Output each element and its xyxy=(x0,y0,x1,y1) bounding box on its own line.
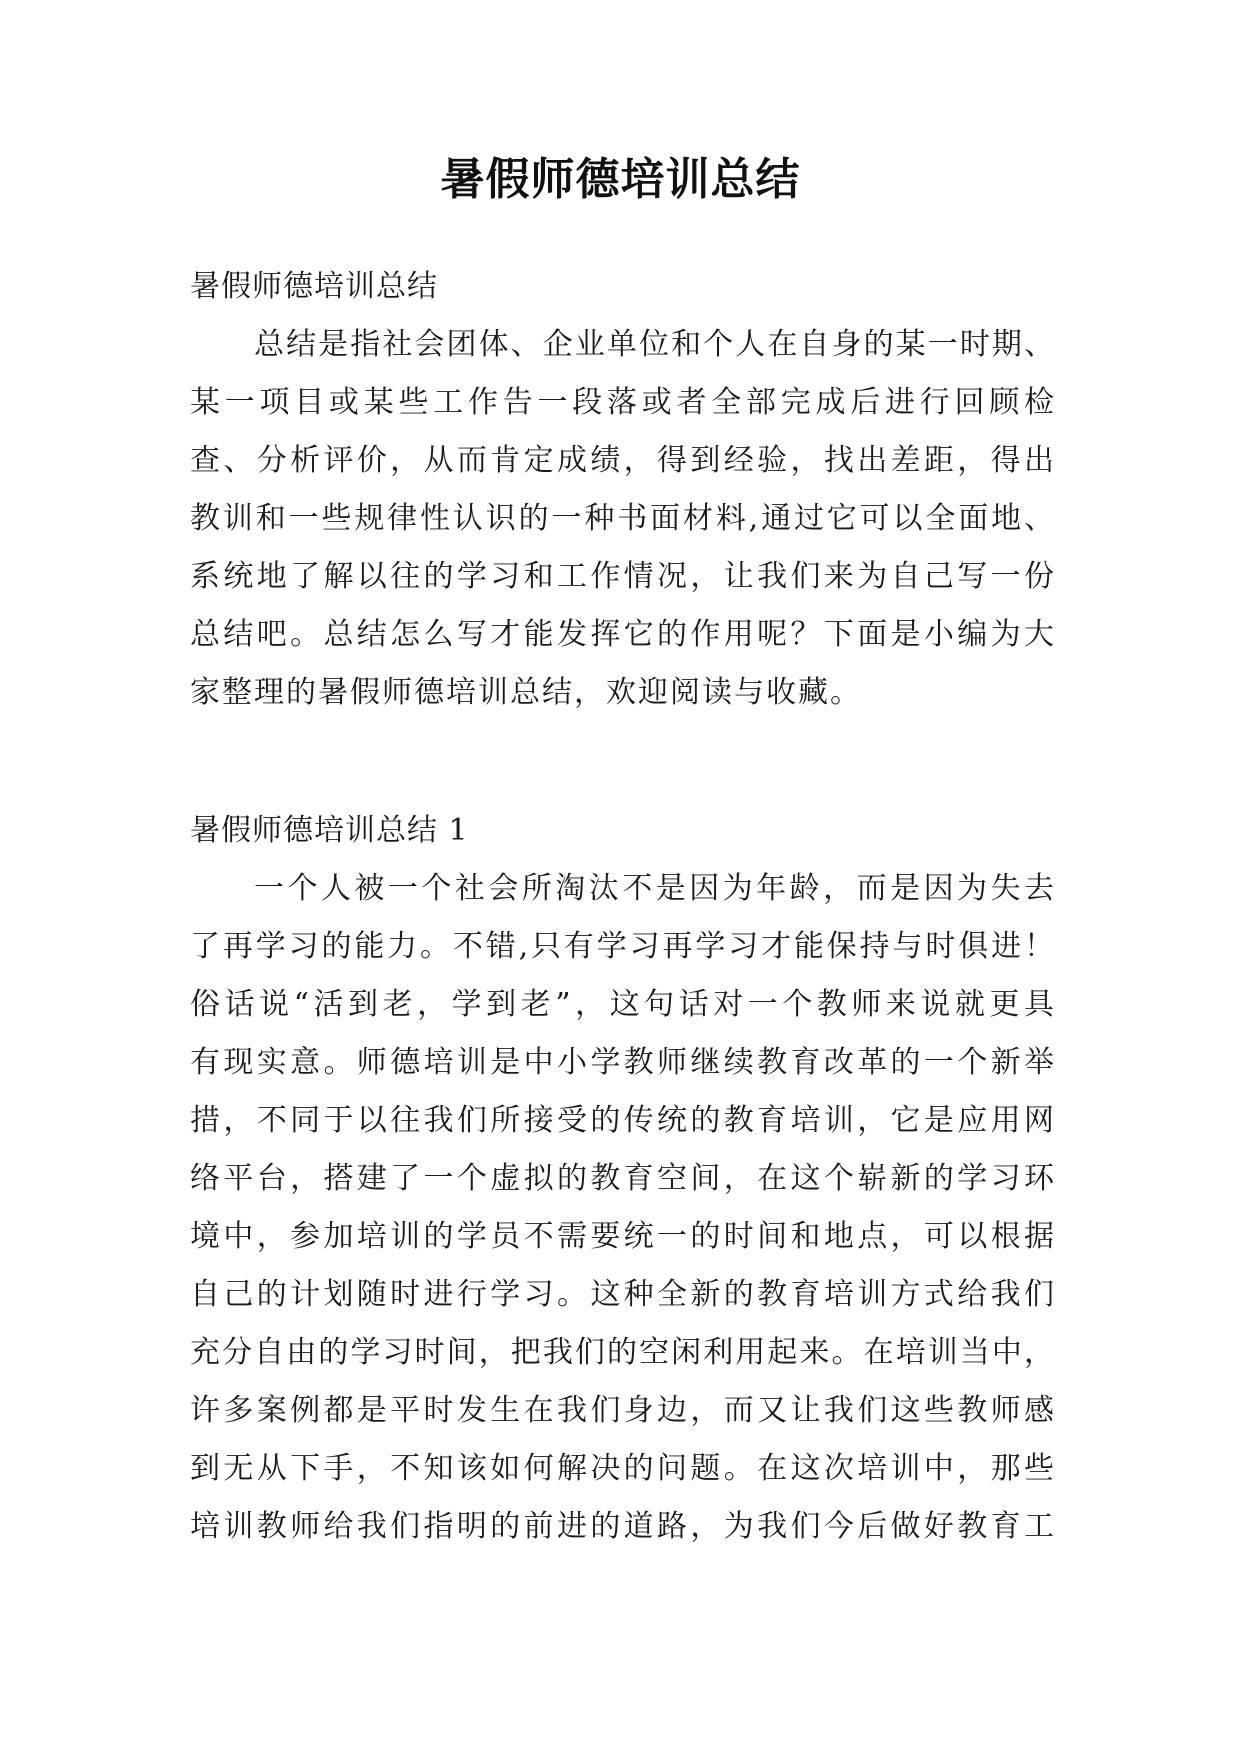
section-1-line: 充分自由的学习时间，把我们的空闲利用起来。在培训当中， xyxy=(190,1335,1056,1370)
section-1-line: 自己的计划随时进行学习。这种全新的教育培训方式给我们 xyxy=(190,1277,1056,1312)
section-1-line: 了再学习的能力。不错,只有学习再学习才能保持与时俱进！ xyxy=(190,929,1056,964)
intro-line: 总结吧。总结怎么写才能发挥它的作用呢？下面是小编为大 xyxy=(190,617,1056,652)
section-1-line: 境中，参加培训的学员不需要统一的时间和地点，可以根据 xyxy=(190,1219,1056,1254)
section-1-line: 一个人被一个社会所淘汰不是因为年龄，而是因为失去 xyxy=(254,871,1056,906)
section-1-line: 培训教师给我们指明的前进的道路，为我们今后做好教育工 xyxy=(190,1509,1056,1544)
intro-line: 家整理的暑假师德培训总结，欢迎阅读与收藏。 xyxy=(190,675,862,710)
section-1-line: 有现实意。师德培训是中小学教师继续教育改革的一个新举 xyxy=(190,1045,1056,1080)
section-1-line: 措，不同于以往我们所接受的传统的教育培训，它是应用网 xyxy=(190,1103,1056,1138)
document-title: 暑假师德培训总结 xyxy=(440,154,801,205)
intro-line: 总结是指社会团体、企业单位和个人在自身的某一时期、 xyxy=(254,327,1056,362)
intro-line: 查、分析评价，从而肯定成绩，得到经验，找出差距，得出 xyxy=(190,443,1056,478)
section-1 xyxy=(190,802,1056,1556)
intro-section xyxy=(190,258,1056,722)
section-1-line: 络平台，搭建了一个虚拟的教育空间，在这个崭新的学习环 xyxy=(190,1161,1056,1196)
intro-line: 教训和一些规律性认识的一种书面材料,通过它可以全面地、 xyxy=(190,501,1056,536)
section-1-heading: 暑假师德培训总结 1 xyxy=(190,813,469,848)
intro-line: 某一项目或某些工作告一段落或者全部完成后进行回顾检 xyxy=(190,385,1056,420)
intro-line: 系统地了解以往的学习和工作情况，让我们来为自己写一份 xyxy=(190,559,1056,594)
section-1-line: 许多案例都是平时发生在我们身边，而又让我们这些教师感 xyxy=(190,1393,1056,1428)
section-1-line: 到无从下手，不知该如何解决的问题。在这次培训中，那些 xyxy=(190,1451,1056,1486)
section-1-line: 俗话说“活到老，学到老”，这句话对一个教师来说就更具 xyxy=(190,987,1056,1022)
intro-heading: 暑假师德培训总结 xyxy=(190,269,438,304)
